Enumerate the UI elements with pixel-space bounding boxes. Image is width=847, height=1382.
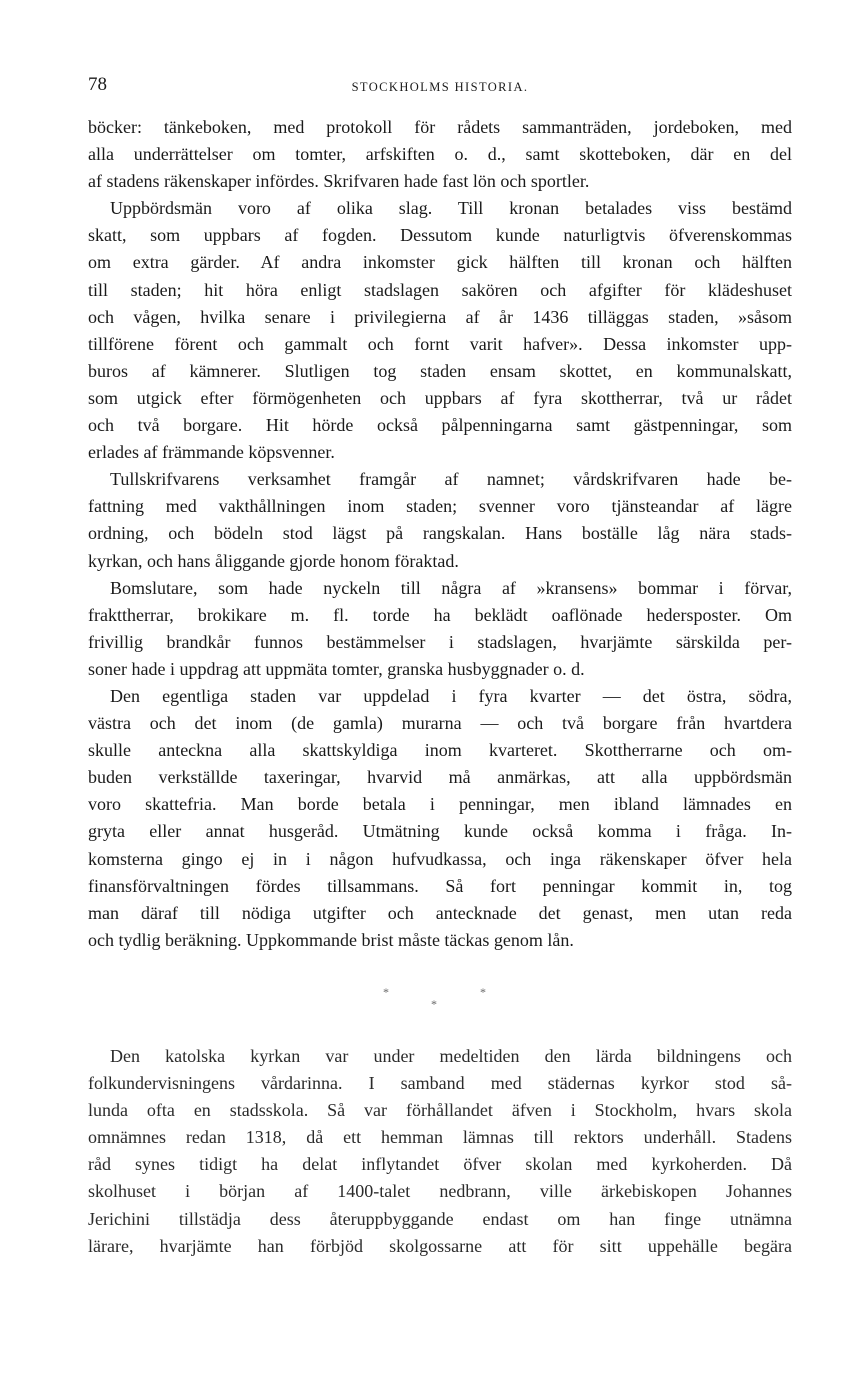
text-line: Den egentliga staden var uppdelad i fyra kvarter — det östra, södra, [110,685,792,706]
running-head [88,72,792,98]
text-line: skulle anteckna alla skattskyldiga inom kvarteret. Skottherrarne och om- [88,740,792,761]
paragraph-4 [88,575,792,683]
text-line: folkundervisningens vårdarinna. I samband med städernas kyrkor stod så- [88,1073,792,1094]
text-line: frakttherrar, brokikare m. fl. torde ha beklädt oaflönade hedersposter. Om [88,604,792,625]
text-line: som utgick efter förmögenheten och uppbars af fyra skottherrar, två ur rådet [88,387,792,408]
text-line: och vågen, hvilka senare i privilegierna af år 1436 tilläggas staden, »såsom [88,306,792,327]
text-line: voro skattefria. Man borde betala i penningar, men ibland lämnades en [88,794,792,815]
asterisk-ornament: * [431,997,437,1011]
paragraph-3 [88,466,792,574]
text-line: buden verkställde taxeringar, hvarvid må anmärkas, att alla uppbördsmän [88,767,792,788]
asterisk-ornament: * [383,985,389,999]
text-line: Tullskrifvarens verksamhet framgår af namnet; vårdskrifvaren hade be- [110,469,792,490]
text-line: Den katolska kyrkan var under medeltiden den lärda bildningens och [110,1046,792,1066]
main-text [88,114,792,954]
text-line: soner hade i uppdrag att uppmäta tomter, granska husbyggnader o. d. [88,658,585,679]
text-line: af stadens räkenskaper infördes. Skrifvaren hade fast lön och sportler. [88,171,590,192]
text-line: lunda ofta en stadsskola. Så var förhållandet äfven i Stockholm, hvars skola [88,1100,792,1121]
text-line: buros af kämnerer. Slutligen tog staden ensam skottet, en kommunalskatt, [88,360,792,381]
page-number: 78 [88,74,107,95]
text-line: fattning med vakthållningen inom staden; svenner voro tjänsteandar af lägre [88,496,792,517]
text-line: om extra gärder. Af andra inkomster gick hälften till kronan och hälften [88,252,792,273]
text-line: skatt, som uppbars af fogden. Dessutom kunde naturligtvis öfverenskommas [88,225,792,246]
text-line: tillförene förent och gammalt och fornt varit hafver». Dessa inkomster upp- [88,333,792,354]
text-line: kyrkan, och hans åliggande gjorde honom föraktad. [88,550,459,571]
text-line: västra och det inom (de gamla) murarna — och två borgare från hvartdera [88,713,792,734]
text-line: ordning, och bödeln stod lägst på rangskalan. Hans boställe låg nära stads- [88,523,792,544]
text-line: och två borgare. Hit hörde också pålpenningarna samt gästpenningar, som [88,415,792,436]
text-line: Bomslutare, som hade nyckeln till några af »kransens» bommar i förvar, [110,577,792,598]
text-line: man däraf till nödiga utgifter och antecknade det genast, men utan reda [88,902,792,923]
section-separator [0,985,847,1025]
text-line: råd synes tidigt ha delat inflytandet öfver skolan med kyrkoherden. Då [88,1154,792,1175]
text-line: böcker: tänkeboken, med protokoll för rådets sammanträden, jordeboken, med [88,117,792,137]
running-title: STOCKHOLMS HISTORIA. [351,80,529,94]
text-line: skolhuset i början af 1400-talet nedbrann, ville ärkebiskopen Johannes [88,1181,792,1202]
text-line: frivillig brandkår funnos bestämmelser i stadslagen, hvarjämte särskilda per- [88,631,792,652]
text-line: komsterna gingo ej in i någon hufvudkassa, och inga räkenskaper öfver hela [88,848,792,869]
text-line: Uppbördsmän voro af olika slag. Till kronan betalades viss bestämd [110,198,792,219]
paragraph-1 [88,114,792,195]
text-line: alla underrättelser om tomter, arfskiften o. d., samt skotteboken, där en del [88,144,792,165]
paragraph-6 [88,1043,792,1260]
text-line: finansförvaltningen fördes tillsammans. Så fort penningar kommit in, tog [88,875,792,896]
text-line: Jerichini tillstädja dess återuppbyggande endast om han finge utnämna [88,1208,792,1229]
text-line: till staden; hit höra enligt stadslagen sakören och afgifter för klädeshuset [88,279,792,300]
text-line: lärare, hvarjämte han förbjöd skolgossarne att för sitt uppehälle begära [88,1235,792,1256]
asterisk-ornament: * [480,985,486,999]
text-line: gryta eller annat husgeråd. Utmätning kunde också komma i fråga. In- [88,821,792,842]
paragraph-5 [88,683,792,954]
paragraph-2 [88,195,792,466]
text-line: omnämnes redan 1318, då ett hemman lämnas till rektors underhåll. Stadens [88,1127,792,1148]
main-text-section-2 [88,1043,792,1260]
text-line: erlades af främmande köpsvenner. [88,442,335,463]
text-line: och tydlig beräkning. Uppkommande brist måste täckas genom lån. [88,929,574,950]
